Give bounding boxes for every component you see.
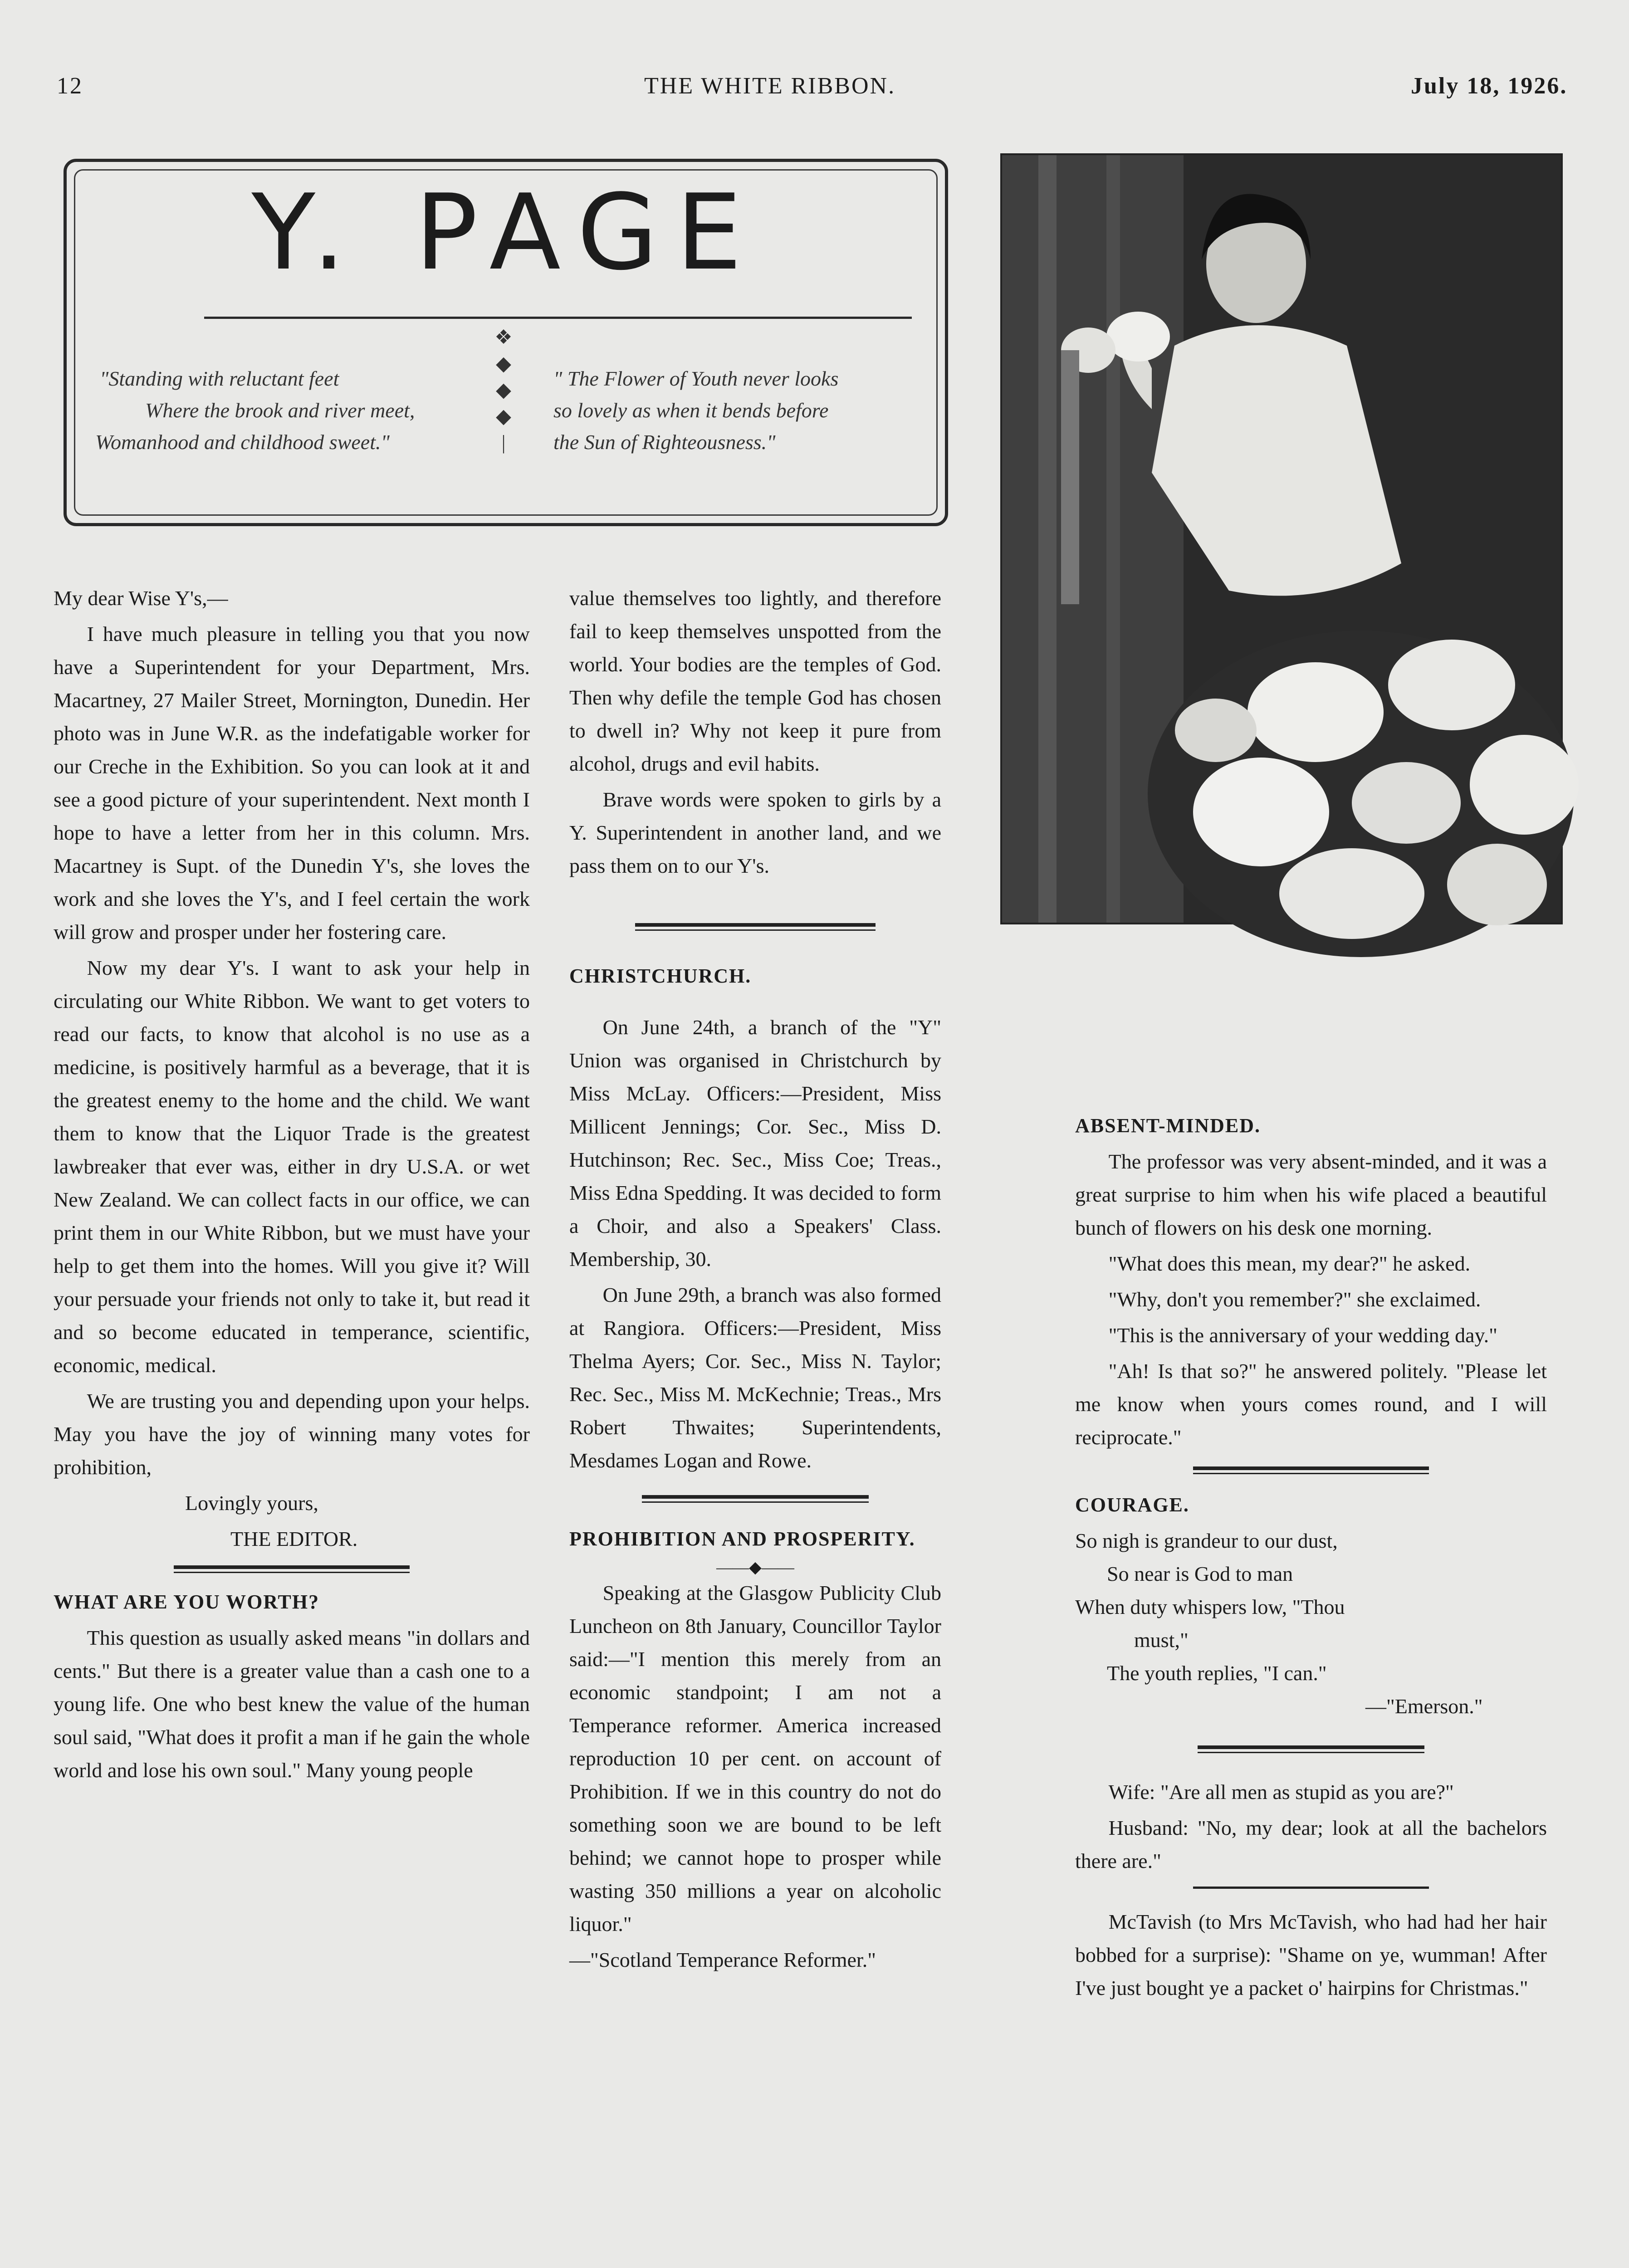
source-credit: —"Scotland Temperance Reformer." — [569, 1948, 876, 1971]
section-divider — [1198, 1745, 1424, 1759]
paragraph: "Why, don't you remember?" she exclaimed. — [1108, 1288, 1481, 1311]
publication-title: THE WHITE RIBBON. — [644, 73, 896, 99]
section-heading: COURAGE. — [1075, 1494, 1189, 1516]
section-divider — [174, 1565, 410, 1579]
flower-bouquet-illustration — [1125, 567, 1601, 975]
paragraph: Speaking at the Glasgow Publicity Club Luncheon on 8th January, Councillor Taylor said:—"I mention this merely from an economic standpoint; I am not a Temperance reformer. America increased reproduction 10 per cent. on account of Prohibition. If we in this country do not do something soon we are bound to be left behind; we cannot hope to prosper while wasting 350 millions a year on alcoholic liquor." — [569, 1581, 941, 1936]
section-heading: CHRISTCHURCH. — [569, 965, 752, 987]
paragraph: On June 29th, a branch was also formed at Rangiora. Officers:—President, Miss Thelma Ayers; Cor. Sec., Miss N. Taylor; Rec. Sec., Miss M. McKechnie; Treas., Mrs Robert Thwaites; Superintendents, Mesdames Logan and Rowe. — [569, 1283, 941, 1472]
title-rule — [204, 317, 912, 319]
quote-right: " The Flower of Youth never looks so lovely as when it bends before the Sun of Righteousness." — [553, 367, 839, 454]
section-heading: ABSENT-MINDED. — [1075, 1114, 1261, 1137]
greeting: My dear Wise Y's,— — [54, 587, 228, 610]
short-rule — [1193, 1887, 1429, 1889]
section-divider — [635, 923, 876, 937]
paragraph: We are trusting you and depending upon your helps. May you have the joy of winning many votes for prohibition, — [54, 1389, 530, 1479]
section-divider — [1193, 1466, 1429, 1480]
section-heading: PROHIBITION AND PROSPERITY. — [569, 1528, 915, 1550]
paragraph: Now my dear Y's. I want to ask your help in circulating our White Ribbon. We want to get voters to read our facts, to know that alcohol is no use as a medicine, is positively harmful as a beverage, that it is the greatest enemy to the home and the child. We want them to know that the Liquor Trade is the greatest lawbreaker that ever was, either in dry U.S.A. or wet New Zealand. We can collect facts in our office, we can print them in our White Ribbon, but we must have your help to get them into the homes. Will you give it? Will your persuade your friends not only to take it, but read it and so become educated in temperance, scientific, economic, medical. — [54, 956, 530, 1377]
section-heading: WHAT ARE YOU WORTH? — [54, 1591, 320, 1613]
issue-date: July 18, 1926. — [1411, 73, 1568, 99]
paragraph: On June 24th, a branch of the "Y" Union was organised in Christchurch by Miss McLay. Officers:—President, Miss Millicent Jennings; Cor. Sec., Miss D. Hutchinson; Rec. Sec., Miss Coe; Treas., Miss Edna Spedding. It was decided to form a Choir, and also a Speakers' Class. Membership, 30. — [569, 1016, 941, 1271]
paragraph: "Ah! Is that so?" he answered politely. "Please let me know when yours comes round, and I will reciprocate." — [1075, 1359, 1547, 1449]
paragraph: Wife: "Are all men as stupid as you are?" — [1108, 1780, 1454, 1804]
paragraph: This question as usually asked means "in dollars and cents." But there is a greater value than a cash one to a young life. One who best knew the value of the human soul said, "What does it profit a man if he gain the whole world and lose his own soul." Many young people — [54, 1626, 530, 1782]
paragraph: The professor was very absent-minded, and it was a great surprise to him when his wife placed a beautiful bunch of flowers on his desk one morning. — [1075, 1150, 1547, 1239]
paragraph: I have much pleasure in telling you that you now have a Superintendent for your Department, Mrs. Macartney, 27 Mailer Street, Mornington, Dunedin. Her photo was in June W.R. as the indefatigable worker for our Creche in the Exhibition. So you can look at it and see a good picture of your superintendent. Next month I hope to have a letter from her in this column. Mrs. Macartney is Supt. of the Dunedin Y's, she loves the work and she loves the Y's, and I feel certain the work will grow and prosper under her fostering care. — [54, 622, 530, 943]
column-1 — [54, 582, 530, 1789]
paragraph: Husband: "No, my dear; look at all the bachelors there are." — [1075, 1816, 1547, 1872]
paragraph: "This is the anniversary of your wedding day." — [1108, 1324, 1497, 1347]
page-number: 12 — [57, 73, 83, 99]
section-divider — [642, 1495, 869, 1509]
page-title: Y. PAGE — [251, 172, 760, 293]
paragraph: Brave words were spoken to girls by a Y. Superintendent in another land, and we pass them on to our Y's. — [569, 788, 941, 877]
column-3 — [1075, 1109, 1547, 2007]
column-2 — [569, 582, 941, 1979]
signature: THE EDITOR. — [230, 1527, 358, 1550]
ornament-icon: ❖ ◆ ◆ ◆ | — [494, 326, 513, 454]
quote-left: "Standing with reluctant feet Where the brook and river meet, Womanhood and childhood sweet." — [95, 367, 415, 454]
poem: So nigh is grandeur to our dust, So near is God to man When duty whispers low, "Thou must," The youth replies, "I can." —"Emerson." — [1075, 1529, 1483, 1718]
ornament-dash: ——◆—— — [716, 1558, 794, 1576]
paragraph: value themselves too lightly, and therefore fail to keep themselves unspotted from the world. Your bodies are the temples of God. Then why defile the temple God has chosen to dwell in? Why not keep it pure from alcohol, drugs and evil habits. — [569, 587, 941, 775]
closing: Lovingly yours, — [185, 1491, 318, 1515]
paragraph: McTavish (to Mrs McTavish, who had had her hair bobbed for a surprise): "Shame on ye, wumman! After I've just bought ye a packet o' hairpins for Christmas." — [1075, 1910, 1547, 1999]
paragraph: "What does this mean, my dear?" he asked. — [1108, 1252, 1471, 1275]
